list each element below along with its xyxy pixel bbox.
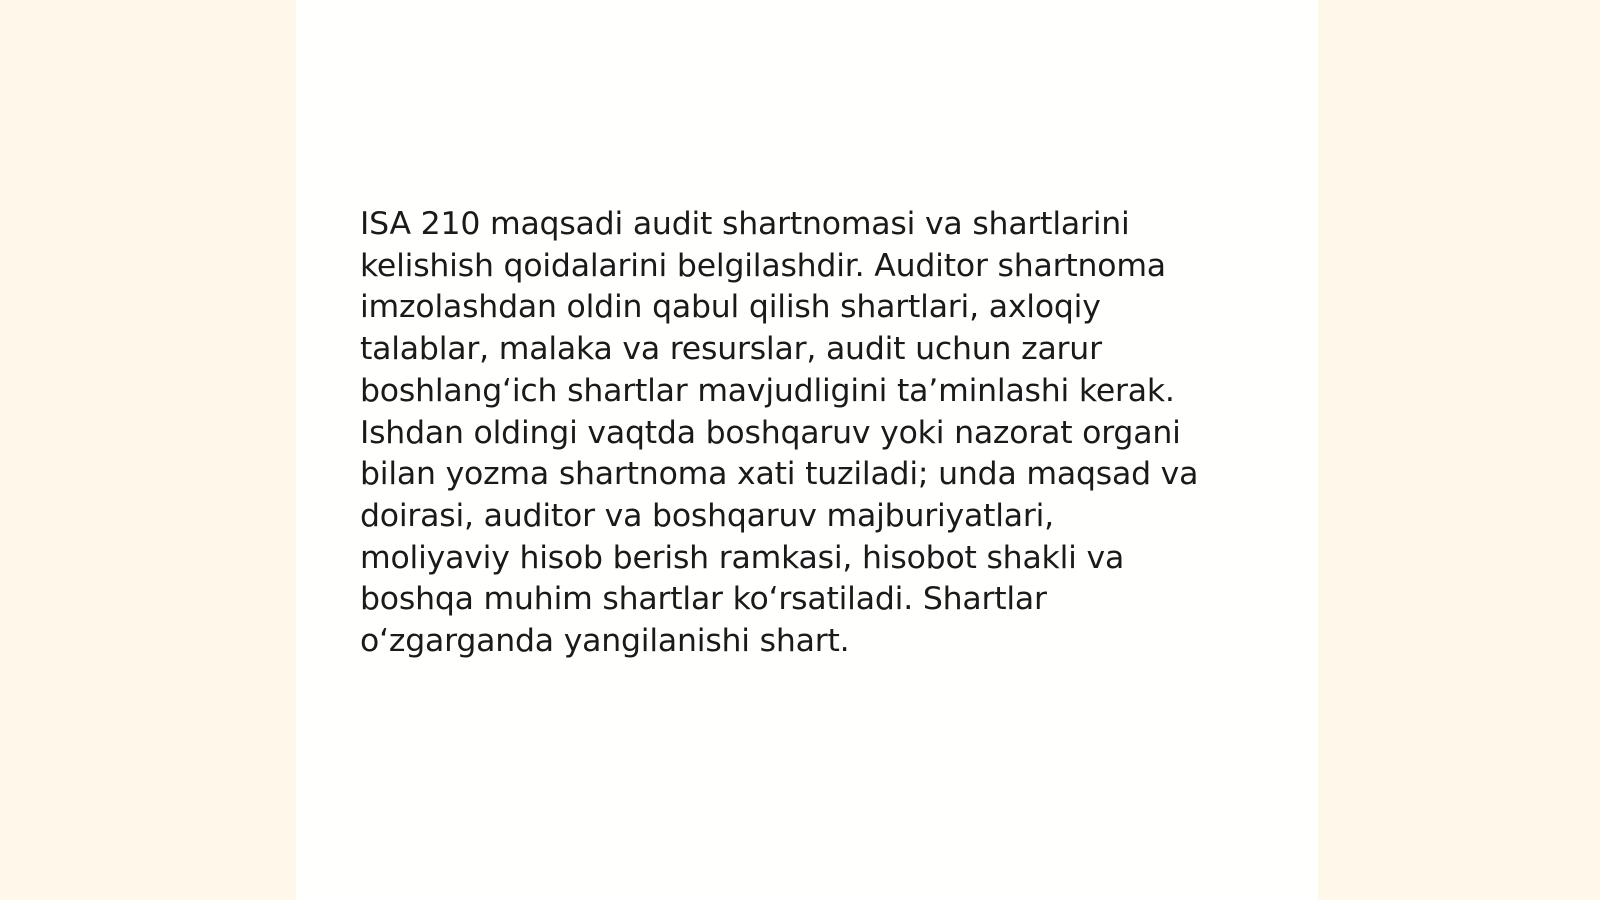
slide-body-text: ISA 210 maqsadi audit shartnomasi va shartlarini kelishish qoidalarini belgilashdir. Auditor shartnoma imzolashdan oldin qabul qilish shartlari, axloqiy talablar, malaka va resurslar, audit uchun zarur boshlangʻich shartlar mavjudligini taʼminlashi kerak. Ishdan oldingi vaqtda boshqaruv yoki nazorat organi bilan yozma shartnoma xati tuziladi; unda maqsad va doirasi, auditor va boshqaruv majburiyatlari, moliyaviy hisob berish ramkasi, hisobot shakli va boshqa muhim shartlar koʻrsatiladi. Shartlar oʻzgarganda yangilanishi shart. — [360, 206, 1199, 660]
slide-canvas — [296, 0, 1318, 900]
